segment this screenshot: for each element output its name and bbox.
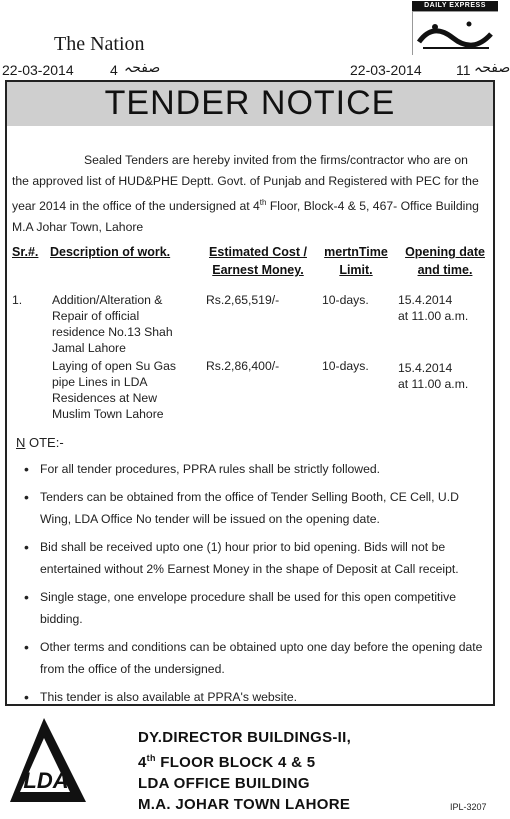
header-desc-text: Description of work. bbox=[50, 245, 171, 259]
row-1-open-date: 15.4.2014 bbox=[398, 293, 453, 307]
newspaper-name: The Nation bbox=[54, 33, 145, 55]
row-2-cost: Rs.2,86,400/- bbox=[206, 359, 280, 373]
row-1-desc-line: Addition/Alteration & bbox=[52, 293, 163, 307]
right-page-label: صفحہ bbox=[474, 60, 510, 76]
note-item: • Tenders can be obtained from the office of Tender Selling Booth, CE Cell, U.D Wing, LDA Office No tender will be issued on the opening date. bbox=[22, 486, 490, 530]
note-item: • Other terms and conditions can be obtained upto one day before the opening date from the office of the undersigned. bbox=[22, 636, 490, 680]
row-1-description bbox=[52, 292, 173, 356]
lda-logo-text: LDA bbox=[23, 768, 69, 793]
notice-title: TENDER NOTICE bbox=[104, 84, 396, 122]
header-time-2: Limit. bbox=[339, 263, 373, 277]
contact-line-3: LDA OFFICE BUILDING bbox=[138, 775, 310, 792]
row-1-sr: 1. bbox=[12, 293, 23, 307]
intro-line-1: Sealed Tenders are hereby invited from the firms/contractor who are on bbox=[84, 153, 468, 167]
row-2-description bbox=[52, 358, 176, 422]
header-description bbox=[50, 243, 170, 261]
row-2-desc-line: Laying of open Su Gas bbox=[52, 359, 176, 373]
row-1-desc-line: Jamal Lahore bbox=[52, 341, 126, 355]
note-item: • For all tender procedures, PPRA rules shall be strictly followed. bbox=[22, 458, 490, 480]
left-page-label: صفحہ bbox=[124, 60, 161, 76]
intro-line-3-b: Floor, Block-4 & 5, 467- Office Building bbox=[266, 199, 479, 214]
intro-paragraph bbox=[12, 150, 490, 238]
contact-line-2-sup: th bbox=[146, 753, 156, 763]
notes-heading-n: N bbox=[16, 435, 26, 450]
contact-line-2 bbox=[138, 748, 351, 773]
right-date: 22-03-2014 bbox=[350, 62, 422, 78]
intro-line-4: M.A Johar Town, Lahore bbox=[12, 220, 144, 235]
header-sr bbox=[12, 243, 38, 261]
header-cost bbox=[206, 243, 310, 279]
lda-logo-icon bbox=[6, 712, 92, 812]
header-time-1: mertnTime bbox=[324, 245, 388, 259]
row-2-time: 10-days. bbox=[322, 359, 369, 373]
express-logo-art bbox=[413, 12, 499, 56]
left-date: 22-03-2014 bbox=[2, 62, 74, 78]
express-masthead-label: DAILY EXPRESS bbox=[412, 1, 498, 11]
contact-line-2-b: FLOOR BLOCK 4 & 5 bbox=[155, 754, 316, 771]
header-cost-2: Earnest Money. bbox=[212, 263, 304, 277]
advert-reference: IPL-3207 bbox=[450, 802, 487, 812]
lda-logo bbox=[6, 712, 92, 812]
row-1-desc-line: residence No.13 Shah bbox=[52, 325, 173, 339]
note-item: • This tender is also available at PPRA's website. bbox=[22, 686, 490, 708]
row-2-open-time: at 11.00 a.m. bbox=[398, 377, 469, 391]
header-time bbox=[318, 243, 394, 279]
contact-block bbox=[138, 727, 351, 815]
row-1-open-time: at 11.00 a.m. bbox=[398, 309, 469, 323]
notes-heading bbox=[16, 435, 64, 450]
row-2-desc-line: Muslim Town Lahore bbox=[52, 407, 164, 421]
header-open-1: Opening date bbox=[405, 245, 485, 259]
row-2-opening bbox=[398, 360, 468, 392]
intro-line-2: the approved list of HUD&PHE Deptt. Govt. of Punjab and Registered with PEC for the bbox=[12, 174, 479, 188]
row-1-time: 10-days. bbox=[322, 293, 369, 307]
notes-heading-rest: OTE:- bbox=[25, 435, 64, 450]
row-1-cost: Rs.2,65,519/- bbox=[206, 293, 280, 307]
intro-line-3-a: year 2014 in the office of the undersigned at 4 bbox=[12, 199, 260, 214]
intro-line-3-sup: th bbox=[259, 198, 267, 207]
row-1-opening bbox=[398, 292, 468, 324]
left-page-number: 4 bbox=[110, 62, 118, 78]
notes-list bbox=[22, 458, 490, 714]
header-sr-text: Sr.#. bbox=[12, 245, 39, 259]
header-cost-1: Estimated Cost / bbox=[209, 245, 307, 259]
intro-line-3 bbox=[12, 192, 490, 217]
right-page-number: 11 bbox=[456, 62, 471, 78]
header-open-2: and time. bbox=[417, 263, 473, 277]
note-item: • Bid shall be received upto one (1) hour prior to bid opening. Bids will not be entertained without 2% Earnest Money in the shape of Deposit at Call receipt. bbox=[22, 536, 490, 580]
contact-line-4: M.A. JOHAR TOWN LAHORE bbox=[138, 796, 351, 813]
express-urdu-logo bbox=[412, 11, 498, 55]
row-1-desc-line: Repair of official bbox=[52, 309, 140, 323]
row-2-open-date: 15.4.2014 bbox=[398, 361, 453, 375]
contact-line-2-a: 4 bbox=[138, 754, 147, 771]
row-2-desc-line: pipe Lines in LDA bbox=[52, 375, 148, 389]
row-2-desc-line: Residences at New bbox=[52, 391, 157, 405]
header-opening bbox=[400, 243, 490, 279]
daily-express-logo bbox=[412, 1, 498, 55]
contact-line-1: DY.DIRECTOR BUILDINGS-II, bbox=[138, 729, 352, 746]
note-item: • Single stage, one envelope procedure shall be used for this open competitive bidding. bbox=[22, 586, 490, 630]
